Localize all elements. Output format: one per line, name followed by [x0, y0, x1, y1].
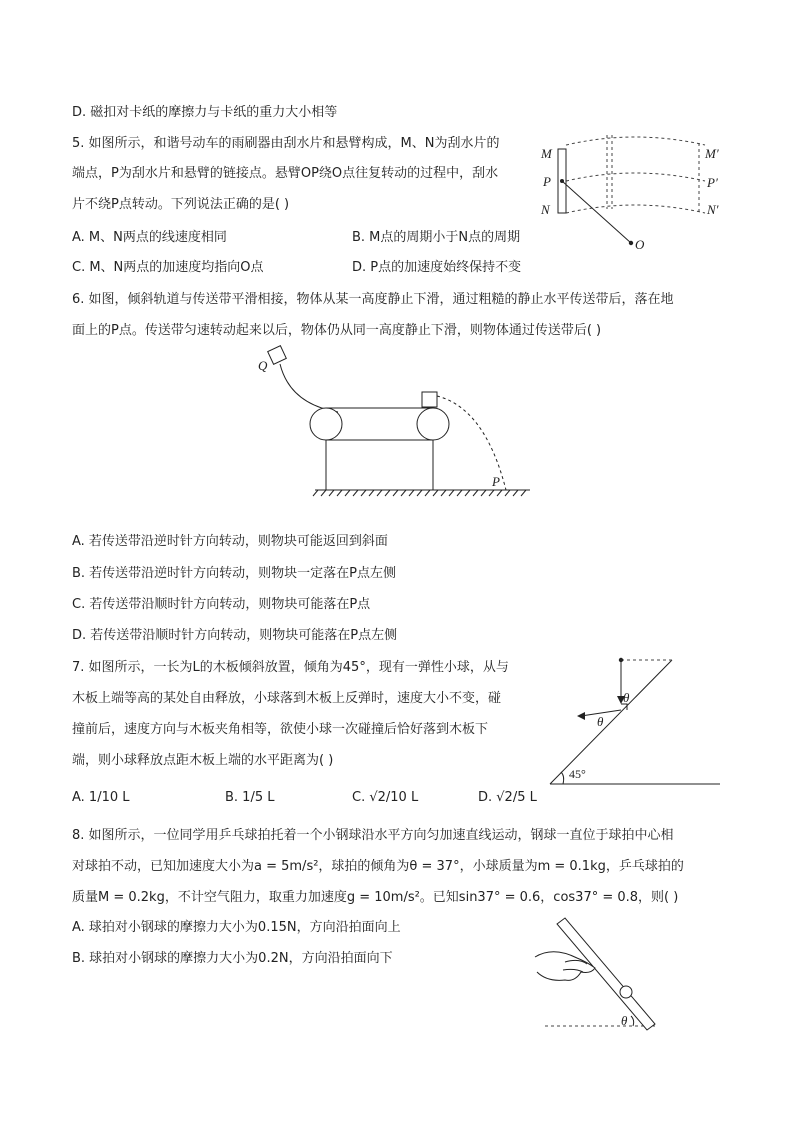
racket-figure: [525, 912, 665, 1032]
q7-stem-line-3: 撞前后，速度方向与木板夹角相等，欲使小球一次碰撞后恰好落到木板下: [72, 722, 489, 737]
q5-stem-line-1: 5. 如图所示，和谐号动车的雨刷器由刮水片和悬臂构成，M、N为刮水片的: [72, 136, 500, 151]
q5-option-c: C. M、N两点的加速度均指向O点: [72, 260, 264, 275]
label-theta-1: θ: [623, 690, 630, 705]
wiper-figure: [535, 125, 735, 255]
q6-stem-line-1: 6. 如图，倾斜轨道与传送带平滑相接，物体从某一高度静止下滑，通过粗糙的静止水平传送带后，落在地: [72, 292, 674, 307]
incline-figure: [545, 652, 725, 788]
q8-stem-line-2: 对球拍不动，已知加速度大小为a = 5m/s²，球拍的倾角为θ = 37°，小球质量为m = 0.1kg，乒乓球拍的: [72, 859, 684, 874]
q7-stem-line-1: 7. 如图所示，一长为L的木板倾斜放置，倾角为45°，现有一弹性小球，从与: [72, 660, 509, 675]
label-theta-2: θ: [597, 714, 604, 729]
q5-stem-line-2: 端点，P为刮水片和悬臂的链接点。悬臂OP绕O点往复转动的过程中，刮水: [72, 166, 499, 181]
label-o: O: [635, 237, 645, 252]
conveyor-figure: [250, 340, 540, 500]
label-p-prime: P′: [707, 175, 718, 190]
label-p: P: [492, 474, 500, 489]
label-n-prime: N′: [707, 202, 719, 217]
label-45deg: 45°: [569, 767, 586, 781]
label-theta: θ: [621, 1013, 628, 1028]
label-p: P: [543, 174, 551, 189]
q7-option-a: A. 1/10 L: [72, 790, 130, 805]
label-n: N: [541, 202, 550, 217]
label-q: Q: [258, 358, 268, 373]
q7-stem-line-4: 端，则小球释放点距木板上端的水平距离为( ): [72, 753, 334, 768]
q6-option-c: C. 若传送带沿顺时针方向转动，则物块可能落在P点: [72, 597, 371, 612]
q7-option-c: C. √2/10 L: [352, 790, 419, 805]
q6-option-b: B. 若传送带沿逆时针方向转动，则物块一定落在P点左侧: [72, 566, 397, 581]
q5-option-a: A. M、N两点的线速度相同: [72, 230, 227, 245]
q6-stem-line-2: 面上的P点。传送带匀速转动起来以后，物体仍从同一高度静止下滑，则物体通过传送带后( ): [72, 323, 602, 338]
label-m-prime: M′: [705, 146, 719, 161]
q8-stem-line-1: 8. 如图所示，一位同学用乒乓球拍托着一个小钢球沿水平方向匀加速直线运动，钢球一直位于球拍中心相: [72, 828, 674, 843]
q7-option-d: D. √2/5 L: [478, 790, 537, 805]
q7-stem-line-2: 木板上端等高的某处自由释放，小球落到木板上反弹时，速度大小不变，碰: [72, 691, 502, 706]
q4-option-d: D. 磁扣对卡纸的摩擦力与卡纸的重力大小相等: [72, 105, 338, 120]
q6-option-a: A. 若传送带沿逆时针方向转动，则物块可能返回到斜面: [72, 534, 388, 549]
q5-option-d: D. P点的加速度始终保持不变: [352, 260, 522, 275]
q8-stem-line-3: 质量M = 0.2kg，不计空气阻力，取重力加速度g = 10m/s²。已知sin37° = 0.6，cos37° = 0.8，则( ): [72, 890, 679, 905]
q8-option-a: A. 球拍对小钢球的摩擦力大小为0.15N，方向沿拍面向上: [72, 920, 401, 935]
q8-option-b: B. 球拍对小钢球的摩擦力大小为0.2N，方向沿拍面向下: [72, 951, 393, 966]
label-m: M: [541, 146, 552, 161]
q7-option-b: B. 1/5 L: [225, 790, 275, 805]
q6-option-d: D. 若传送带沿顺时针方向转动，则物块可能落在P点左侧: [72, 628, 398, 643]
q5-stem-line-3: 片不绕P点转动。下列说法正确的是( ): [72, 197, 290, 212]
q5-option-b: B. M点的周期小于N点的周期: [352, 230, 521, 245]
